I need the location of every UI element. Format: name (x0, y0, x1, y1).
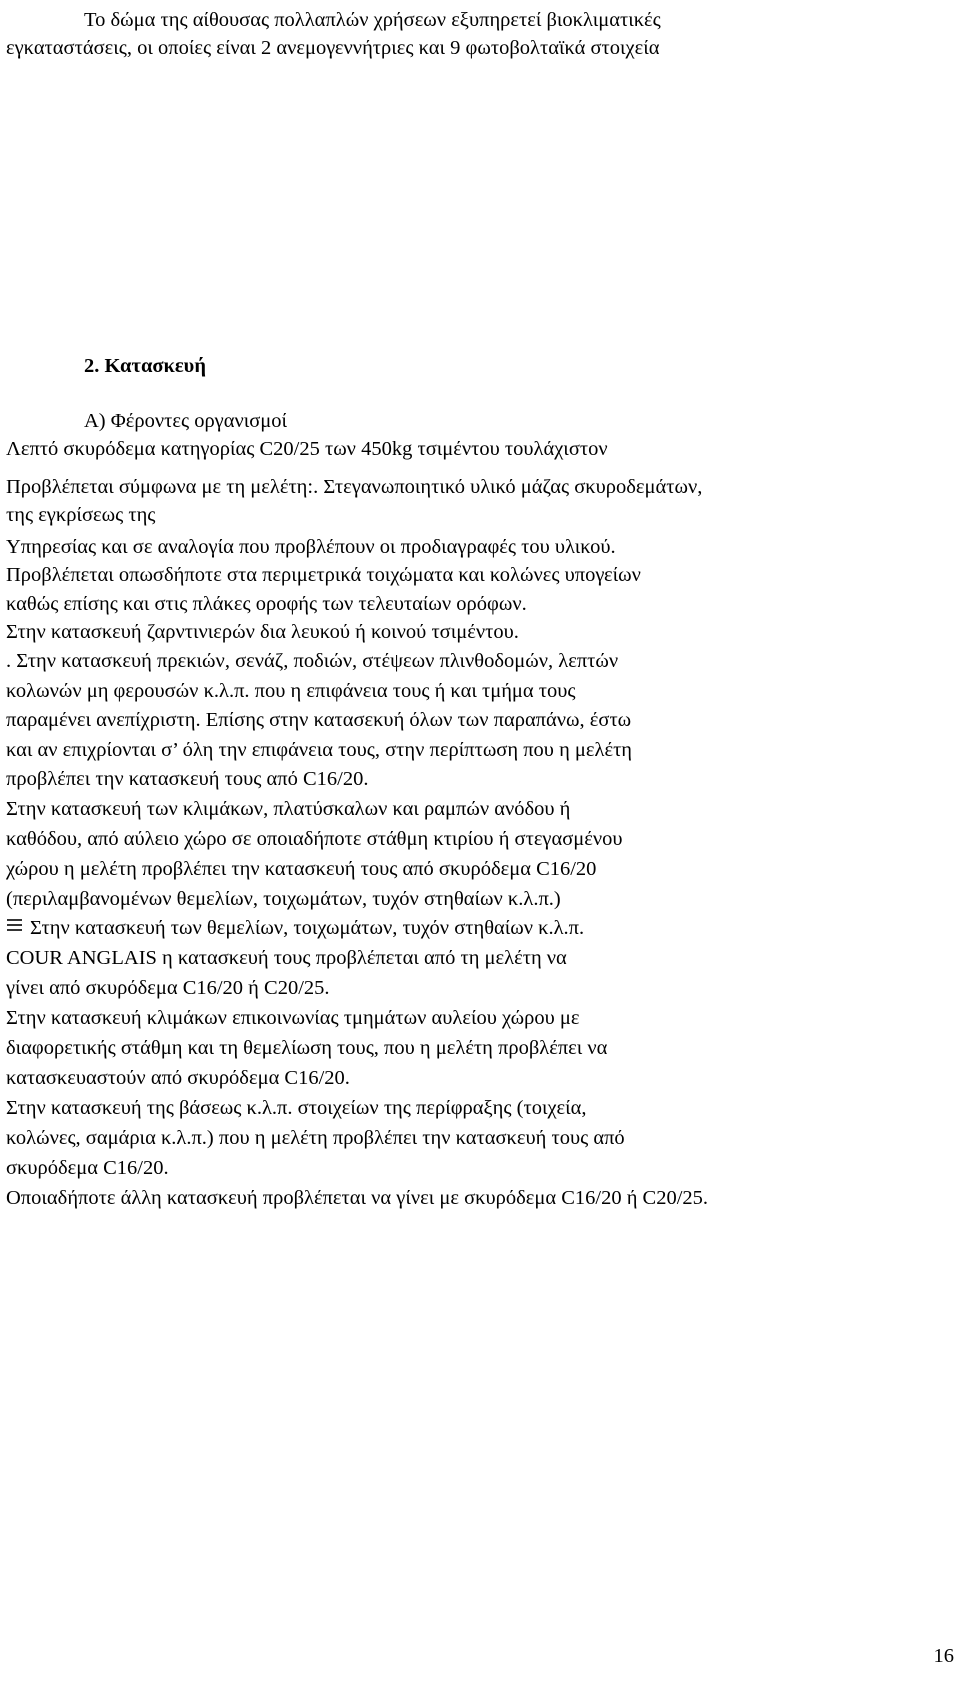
body-line: διαφορετικής στάθμη και τη θεμελίωση τους, που η μελέτη προβλέπει να (6, 1037, 608, 1059)
body-line: γίνει από σκυρόδεμα C16/20 ή C20/25. (6, 977, 330, 999)
body-line: κολωνών μη φερουσών κ.λ.π. που η επιφάνεια τους ή και τμήμα τους (6, 680, 576, 702)
intro-line: Το δώμα της αίθουσας πολλαπλών χρήσεων εξυπηρετεί βιοκλιματικές (84, 9, 661, 31)
body-line: καθώς επίσης και στις πλάκες οροφής των τελευταίων ορόφων. (6, 593, 527, 615)
body-line: κολώνες, σαμάρια κ.λ.π.) που η μελέτη προβλέπει την κατασκευή τους από (6, 1127, 625, 1149)
body-line: προβλέπει την κατασκευή τους από C16/20. (6, 768, 369, 790)
body-line: Λεπτό σκυρόδεμα κατηγορίας C20/25 των 450kg τσιμέντου τουλάχιστον (6, 438, 608, 460)
body-line: Υπηρεσίας και σε αναλογία που προβλέπουν οι προδιαγραφές του υλικού. (6, 536, 616, 558)
body-line: Στην κατασκευή ζαρντινιερών δια λευκού ή κοινού τσιμέντου. (6, 621, 519, 643)
body-line: . Στην κατασκευή πρεκιών, σενάζ, ποδιών, στέψεων πλινθοδομών, λεπτών (6, 650, 619, 672)
bullet-text: Στην κατασκευή των θεμελίων, τοιχωμάτων, τυχόν στηθαίων κ.λ.π. (30, 917, 585, 939)
body-line: παραμένει ανεπίχριστη. Επίσης στην κατασεκυή όλων των παραπάνω, έστω (6, 709, 632, 731)
bullet-item (6, 914, 584, 944)
intro-line: εγκαταστάσεις, οι οποίες είναι 2 ανεμογεννήτριες και 9 φωτοβολταϊκά στοιχεία (6, 37, 660, 59)
body-line: σκυρόδεμα C16/20. (6, 1157, 169, 1179)
body-line: (περιλαμβανομένων θεμελίων, τοιχωμάτων, τυχόν στηθαίων κ.λ.π.) (6, 888, 561, 910)
body-line: και αν επιχρίονται σ’ όλη την επιφάνεια τους, στην περίπτωση που η μελέτη (6, 739, 633, 761)
section-heading: 2. Κατασκευή (84, 355, 206, 377)
body-line: Στην κατασκευή κλιμάκων επικοινωνίας τμημάτων αυλείου χώρου με (6, 1007, 580, 1029)
body-line: καθόδου, από αύλειο χώρο σε οποιαδήποτε στάθμη κτιρίου ή στεγασμένου (6, 828, 623, 850)
body-line: κατασκευαστούν από σκυρόδεμα C16/20. (6, 1067, 350, 1089)
body-line: Στην κατασκευή της βάσεως κ.λ.π. στοιχείων της περίφραξης (τοιχεία, (6, 1097, 587, 1119)
section-mark-icon (6, 914, 24, 944)
subsection-heading: Α) Φέροντες οργανισμοί (84, 410, 288, 432)
body-line: χώρου η μελέτη προβλέπει την κατασκευή τους από σκυρόδεμα C16/20 (6, 858, 597, 880)
body-line: Προβλέπεται οπωσδήποτε στα περιμετρικά τοιχώματα και κολώνες υπογείων (6, 564, 641, 586)
body-line: COUR ANGLAIS η κατασκευή τους προβλέπεται από τη μελέτη να (6, 947, 567, 969)
body-line: Οποιαδήποτε άλλη κατασκευή προβλέπεται να γίνει με σκυρόδεμα C16/20 ή C20/25. (6, 1187, 709, 1209)
page-number: 16 (933, 1645, 954, 1667)
body-line: Προβλέπεται σύμφωνα με τη μελέτη:. Στεγανωποιητικό υλικό μάζας σκυροδεμάτων, (6, 476, 703, 498)
body-line: Στην κατασκευή των κλιμάκων, πλατύσκαλων και ραμπών ανόδου ή (6, 798, 571, 820)
body-line: της εγκρίσεως της (6, 504, 156, 526)
